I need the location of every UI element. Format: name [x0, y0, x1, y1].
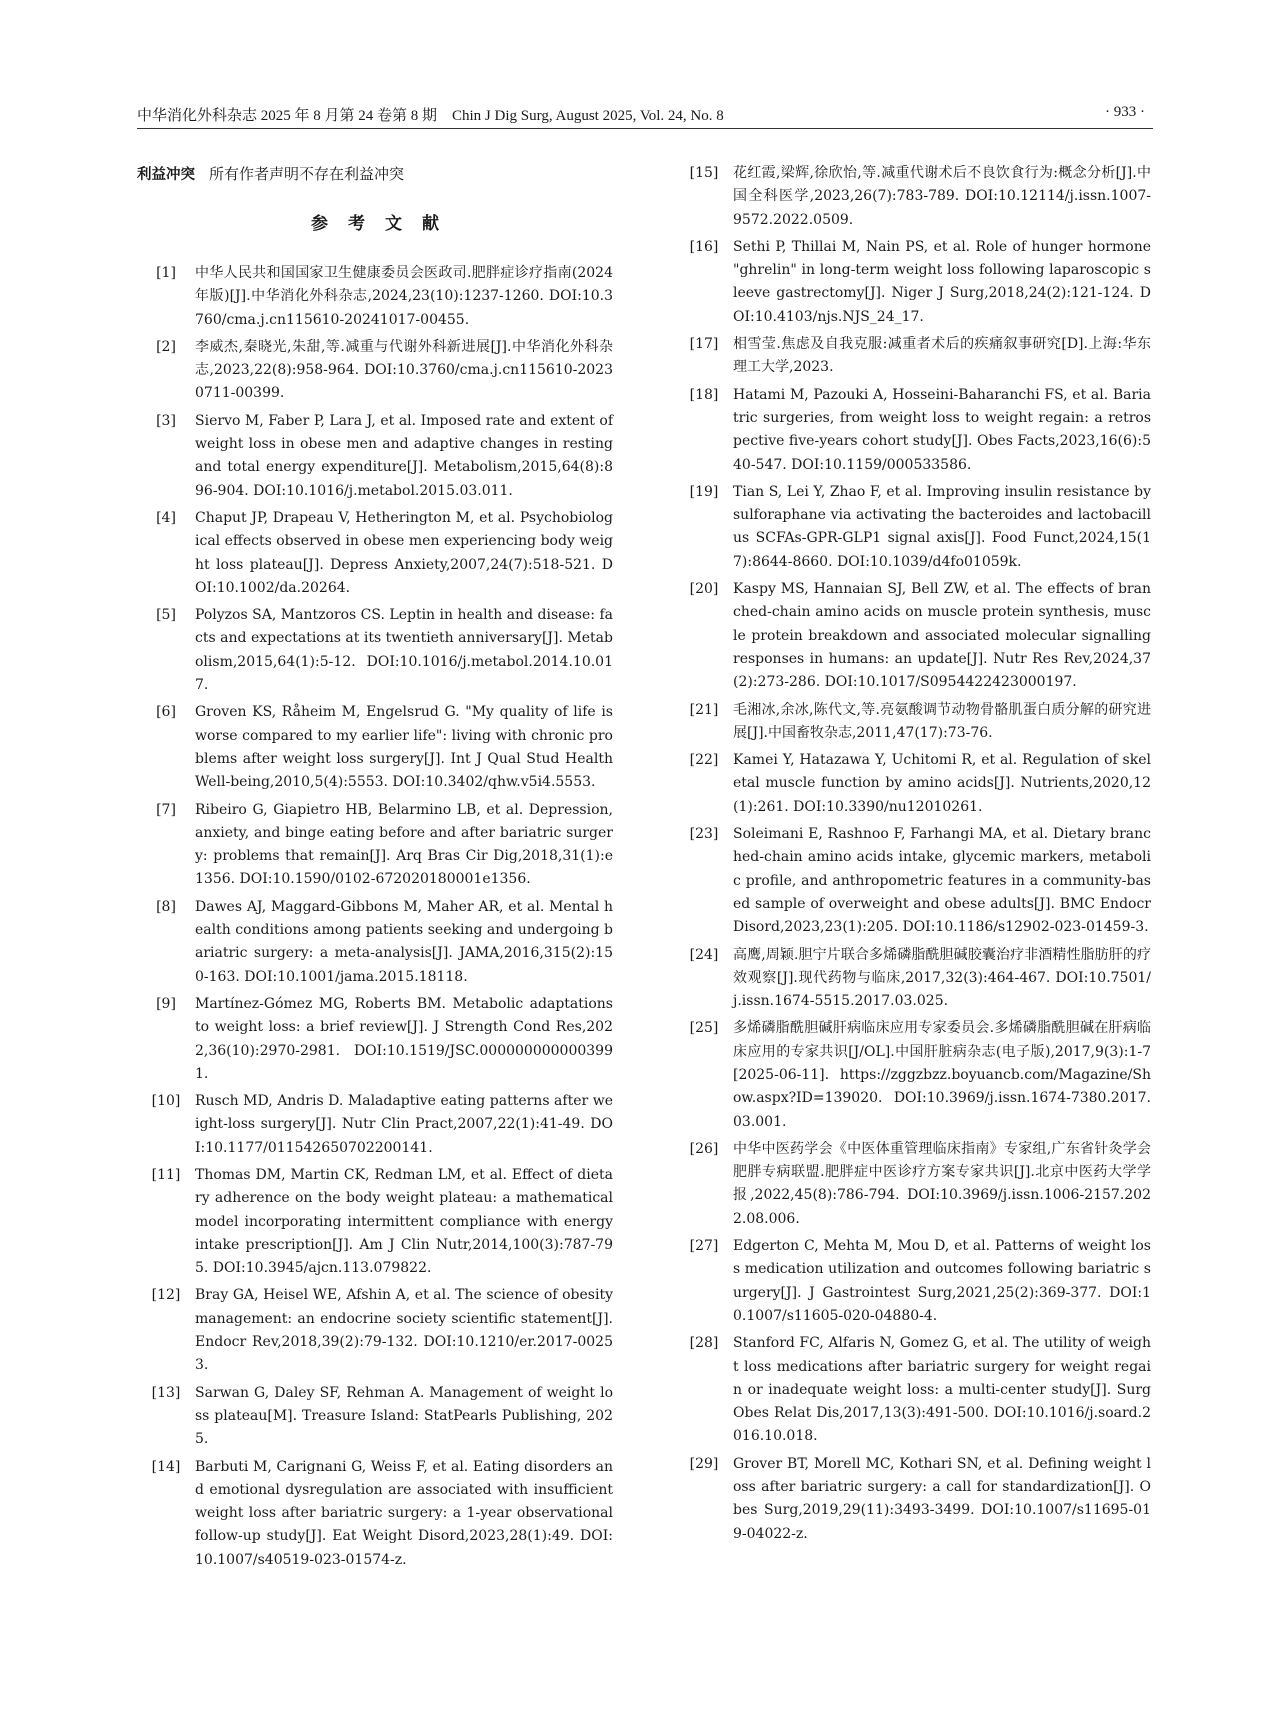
- reference-number: [23]: [689, 826, 719, 843]
- conflict-label: 利益冲突: [137, 167, 195, 183]
- running-header: [137, 104, 1153, 129]
- reference-item: [675, 236, 1151, 329]
- reference-number: [14]: [151, 1458, 181, 1475]
- left-column: [137, 162, 613, 1576]
- references-heading: 参考文献: [311, 214, 459, 234]
- reference-item: [675, 823, 1151, 939]
- reference-text: Dawes AJ, Maggard-Gibbons M, Maher AR, et al. Mental health conditions among patients seeking and undergoing bariatric surgery: a meta-analysis[J]. JAMA,2016,315(2):150-163. DOI:10.1001/jama.2015.18118.: [195, 898, 613, 985]
- reference-item: [137, 262, 613, 332]
- reference-text: Bray GA, Heisel WE, Afshin A, et al. The science of obesity management: an endocrine society scientific statement[J]. Endocr Rev,2018,39(2):79-132. DOI:10.1210/er.2017-00253.: [195, 1287, 613, 1374]
- reference-text: Polyzos SA, Mantzoros CS. Leptin in health and disease: facts and expectations at its twentieth anniversary[J]. Metabolism,2015,64(1):5-12. DOI:10.1016/j.metabol.2014.10.017.: [195, 607, 613, 694]
- reference-item: [137, 336, 613, 406]
- reference-item: [137, 896, 613, 989]
- reference-item: [675, 1138, 1151, 1231]
- reference-number: [22]: [689, 752, 719, 769]
- right-column: [675, 162, 1151, 1550]
- reference-text: 高鹰,周颖.胆宁片联合多烯磷脂酰胆碱胶囊治疗非酒精性脂肪肝的疗效观察[J].现代药物与临床,2017,32(3):464-467. DOI:10.7501/j.issn.1674-5515.2017.03.025.: [733, 946, 1151, 1010]
- reference-text: Groven KS, Råheim M, Engelsrud G. "My quality of life is worse compared to my earlier life": living with chronic problems after weight loss surgery[J]. Int J Qual Stud Health Well-being,2010,5(4):5553. DOI:10.3402/qhw.v5i4.5553.: [195, 704, 613, 791]
- reference-item: [137, 410, 613, 503]
- reference-number: [8]: [156, 898, 176, 915]
- reference-number: [28]: [689, 1335, 719, 1352]
- reference-text: 中华中医药学会《中医体重管理临床指南》专家组,广东省针灸学会肥胖专病联盟.肥胖症中医诊疗方案专家共识[J].北京中医药大学学报,2022,45(8):786-794. DOI:10.3969/j.issn.1006-2157.2022.08.006.: [733, 1140, 1151, 1227]
- conflict-text: 所有作者声明不存在利益冲突: [209, 165, 405, 183]
- reference-number: [13]: [151, 1384, 181, 1401]
- reference-item: [675, 578, 1151, 694]
- reference-item: [675, 1332, 1151, 1448]
- reference-text: Kamei Y, Hatazawa Y, Uchitomi R, et al. Regulation of skeletal muscle function by amino acids[J]. Nutrients,2020,12(1):261. DOI:10.3390/nu12010261.: [733, 752, 1151, 815]
- reference-text: 中华人民共和国国家卫生健康委员会医政司.肥胖症诊疗指南(2024年版)[J].中华消化外科杂志,2024,23(10):1237-1260. DOI:10.3760/cma.j.cn115610-20241017-00455.: [195, 265, 613, 328]
- reference-number: [12]: [151, 1287, 181, 1304]
- reference-text: Rusch MD, Andris D. Maladaptive eating patterns after weight-loss surgery[J]. Nutr Clin Pract,2007,22(1):41-49. DOI:10.1177/011542650702200141.: [195, 1093, 613, 1156]
- reference-text: Siervo M, Faber P, Lara J, et al. Imposed rate and extent of weight loss in obese men and adaptive changes in resting and total energy expenditure[J]. Metabolism,2015,64(8):896-904. DOI:10.1016/j.metabol.2015.03.011.: [195, 412, 613, 499]
- reference-number: [2]: [156, 338, 176, 355]
- reference-number: [11]: [151, 1166, 181, 1183]
- page-number: · 933 ·: [1105, 104, 1145, 120]
- reference-number: [16]: [689, 238, 719, 255]
- reference-text: Ribeiro G, Giapietro HB, Belarmino LB, et al. Depression, anxiety, and binge eating before and after bariatric surgery: problems that remain[J]. Arq Bras Cir Dig,2018,31(1):e1356. DOI:10.1590/0102-672020180001e1356.: [195, 801, 613, 888]
- reference-number: [6]: [156, 704, 176, 721]
- reference-number: [17]: [689, 336, 719, 353]
- reference-number: [29]: [689, 1455, 719, 1472]
- reference-text: 花红霞,梁辉,徐欣怡,等.减重代谢术后不良饮食行为:概念分析[J].中国全科医学,2023,26(7):783-789. DOI:10.12114/j.issn.1007-9572.2022.0509.: [733, 165, 1151, 228]
- reference-text: Sethi P, Thillai M, Nain PS, et al. Role of hunger hormone "ghrelin" in long-term weight loss following laparoscopic sleeve gastrectomy[J]. Niger J Surg,2018,24(2):121-124. DOI:10.4103/njs.NJS_24_17.: [733, 238, 1151, 325]
- reference-number: [25]: [689, 1020, 719, 1037]
- reference-number: [1]: [156, 265, 176, 281]
- reference-list-left: [137, 262, 613, 1572]
- reference-number: [24]: [689, 946, 719, 963]
- reference-text: Barbuti M, Carignani G, Weiss F, et al. Eating disorders and emotional dysregulation are associated with insufficient weight loss after bariatric surgery: a 1-year observational follow-up study[J]. Eat Weight Disord,2023,28(1):49. DOI:10.1007/s40519-023-01574-z.: [195, 1458, 613, 1568]
- reference-text: 相雪莹.焦虑及自我克服:减重者术后的疾痛叙事研究[D].上海:华东理工大学,2023.: [733, 336, 1151, 376]
- reference-item: [675, 333, 1151, 380]
- reference-text: Chaput JP, Drapeau V, Hetherington M, et al. Psychobiological effects observed in obese men experiencing body weight loss plateau[J]. Depress Anxiety,2007,24(7):518-521. DOI:10.1002/da.20264.: [195, 509, 614, 596]
- reference-number: [19]: [689, 483, 719, 500]
- reference-item: [675, 1235, 1151, 1328]
- reference-item: [137, 701, 613, 794]
- reference-number: [15]: [689, 165, 719, 181]
- reference-item: [675, 699, 1151, 746]
- reference-text: 毛湘冰,余冰,陈代文,等.亮氨酸调节动物骨骼肌蛋白质分解的研究进展[J].中国畜牧杂志,2011,47(17):73-76.: [733, 701, 1151, 741]
- reference-text: Thomas DM, Martin CK, Redman LM, et al. Effect of dietary adherence on the body weight plateau: a mathematical model incorporating intermittent compliance with energy intake prescription[J]. Am J Clin Nutr,2014,100(3):787-795. DOI:10.3945/ajcn.113.079822.: [195, 1166, 613, 1277]
- reference-list-right: [675, 162, 1151, 1546]
- reference-number: [26]: [689, 1140, 719, 1157]
- reference-item: [675, 944, 1151, 1014]
- reference-item: [675, 1017, 1151, 1133]
- reference-text: Martínez-Gómez MG, Roberts BM. Metabolic adaptations to weight loss: a brief review[J]. J Strength Cond Res,2022,36(10):2970-2981. DOI:10.1519/JSC.0000000000003991.: [195, 995, 613, 1082]
- reference-item: [137, 507, 613, 600]
- reference-number: [5]: [156, 607, 176, 624]
- reference-item: [137, 604, 613, 697]
- reference-item: [675, 1453, 1151, 1546]
- reference-number: [7]: [156, 801, 176, 818]
- reference-text: Sarwan G, Daley SF, Rehman A. Management of weight loss plateau[M]. Treasure Island: StatPearls Publishing, 2025.: [195, 1384, 613, 1448]
- reference-number: [27]: [689, 1238, 719, 1255]
- reference-item: [137, 1382, 613, 1452]
- reference-item: [675, 481, 1151, 574]
- reference-item: [675, 749, 1151, 819]
- reference-text: 多烯磷脂酰胆碱肝病临床应用专家委员会.多烯磷脂酰胆碱在肝病临床应用的专家共识[J/OL].中国肝脏病杂志(电子版),2017,9(3):1-7[2025-06-11]. https://zggzbzz.boyuancb.com/Magazine/Show.aspx?ID=139020. DOI:10.3969/j.issn.1674-7380.2017.03.001.: [733, 1020, 1151, 1130]
- reference-text: Stanford FC, Alfaris N, Gomez G, et al. The utility of weight loss medications after bariatric surgery for weight regain or inadequate weight loss: a multi-center study[J]. Surg Obes Relat Dis,2017,13(3):491-500. DOI:10.1016/j.soard.2016.10.018.: [733, 1335, 1151, 1445]
- reference-number: [9]: [156, 995, 176, 1012]
- reference-number: [4]: [156, 509, 176, 526]
- reference-item: [137, 993, 613, 1086]
- reference-item: [675, 162, 1151, 232]
- reference-text: Hatami M, Pazouki A, Hosseini-Baharanchi FS, et al. Bariatric surgeries, from weight loss to weight regain: a retrospective five-years cohort study[J]. Obes Facts,2023,16(6):540-547. DOI:10.1159/000533586.: [733, 386, 1151, 473]
- reference-number: [18]: [689, 386, 719, 403]
- conflict-of-interest: [137, 162, 613, 187]
- reference-text: 李威杰,秦晓光,朱甜,等.减重与代谢外科新进展[J].中华消化外科杂志,2023,22(8):958-964. DOI:10.3760/cma.j.cn115610-20230711-00399.: [195, 338, 613, 402]
- reference-text: Soleimani E, Rashnoo F, Farhangi MA, et al. Dietary branched-chain amino acids intake, glycemic markers, metabolic profile, and anthropometric features in a community-based sample of overweight and obese adults[J]. BMC Endocr Disord,2023,23(1):205. DOI:10.1186/s12902-023-01459-3.: [733, 826, 1151, 936]
- reference-item: [137, 1164, 613, 1280]
- reference-item: [137, 1456, 613, 1572]
- reference-number: [21]: [689, 701, 719, 718]
- reference-text: Tian S, Lei Y, Zhao F, et al. Improving insulin resistance by sulforaphane via activating the bacteroides and lactobacillus SCFAs-GPR-GLP1 signal axis[J]. Food Funct,2024,15(17):8644-8660. DOI:10.1039/d4fo01059k.: [733, 483, 1151, 570]
- reference-item: [137, 799, 613, 892]
- reference-text: Kaspy MS, Hannaian SJ, Bell ZW, et al. The effects of branched-chain amino acids on muscle protein synthesis, muscle protein breakdown and associated molecular signalling responses in humans: an update[J]. Nutr Res Rev,2024,37(2):273-286. DOI:10.1017/S0954422423000197.: [733, 581, 1151, 691]
- reference-item: [137, 1284, 613, 1377]
- reference-number: [10]: [151, 1093, 181, 1110]
- reference-number: [3]: [156, 412, 176, 429]
- journal-citation-line: 中华消化外科杂志 2025 年 8 月第 24 卷第 8 期 Chin J Dig Surg, August 2025, Vol. 24, No. 8: [137, 108, 724, 124]
- reference-number: [20]: [689, 581, 719, 598]
- reference-text: Grover BT, Morell MC, Kothari SN, et al. Defining weight loss after bariatric surgery: a call for standardization[J]. Obes Surg,2019,29(11):3493-3499. DOI:10.1007/s11695-019-04022-z.: [733, 1455, 1151, 1542]
- reference-item: [675, 384, 1151, 477]
- reference-item: [137, 1090, 613, 1160]
- reference-text: Edgerton C, Mehta M, Mou D, et al. Patterns of weight loss medication utilization and outcomes following bariatric surgery[J]. J Gastrointest Surg,2021,25(2):369-377. DOI:10.1007/s11605-020-04880-4.: [733, 1238, 1151, 1324]
